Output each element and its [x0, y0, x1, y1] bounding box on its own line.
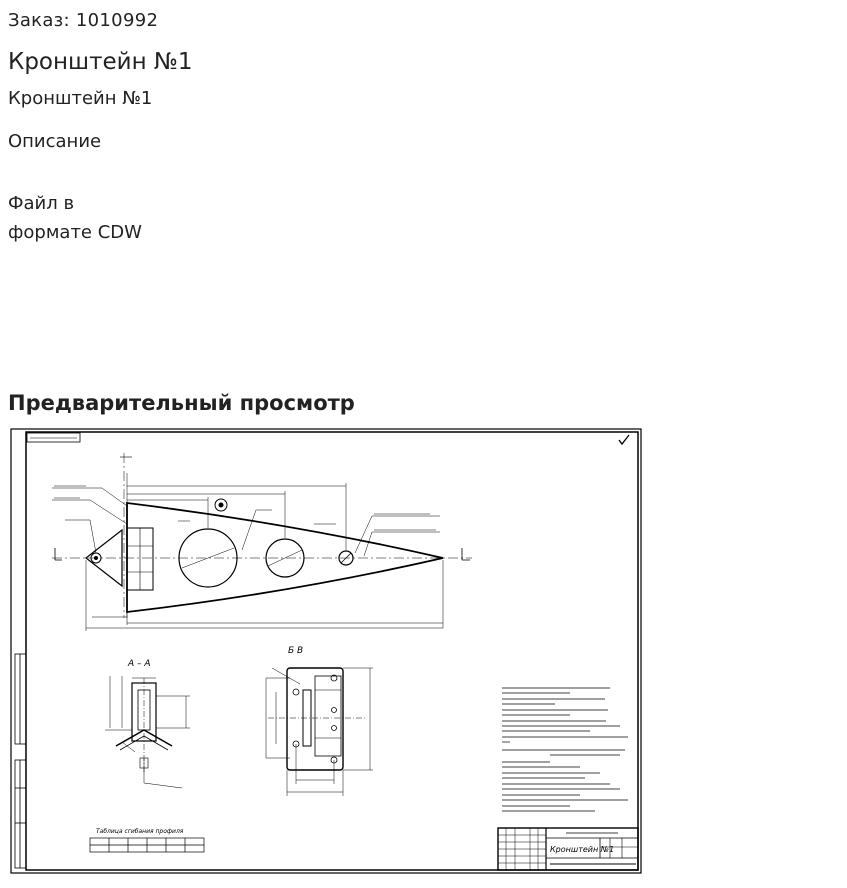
description-label: Описание: [8, 131, 102, 152]
order-number: Заказ: 1010992: [8, 10, 159, 31]
file-format-line-1: Файл в: [8, 193, 75, 214]
product-name: Кронштейн №1: [8, 88, 153, 109]
file-format-line-2: формате CDW: [8, 222, 142, 243]
drawing-preview: [10, 428, 642, 874]
drawing-stamp-title: Кронштейн №1: [550, 845, 615, 854]
page-title: Кронштейн №1: [8, 49, 193, 75]
drawing-section-label: А – А: [128, 659, 151, 669]
drawing-view-label: Б В: [288, 646, 304, 656]
drawing-table-caption: Таблица сгибания профиля: [96, 828, 184, 835]
preview-heading: Предварительный просмотр: [8, 391, 355, 415]
